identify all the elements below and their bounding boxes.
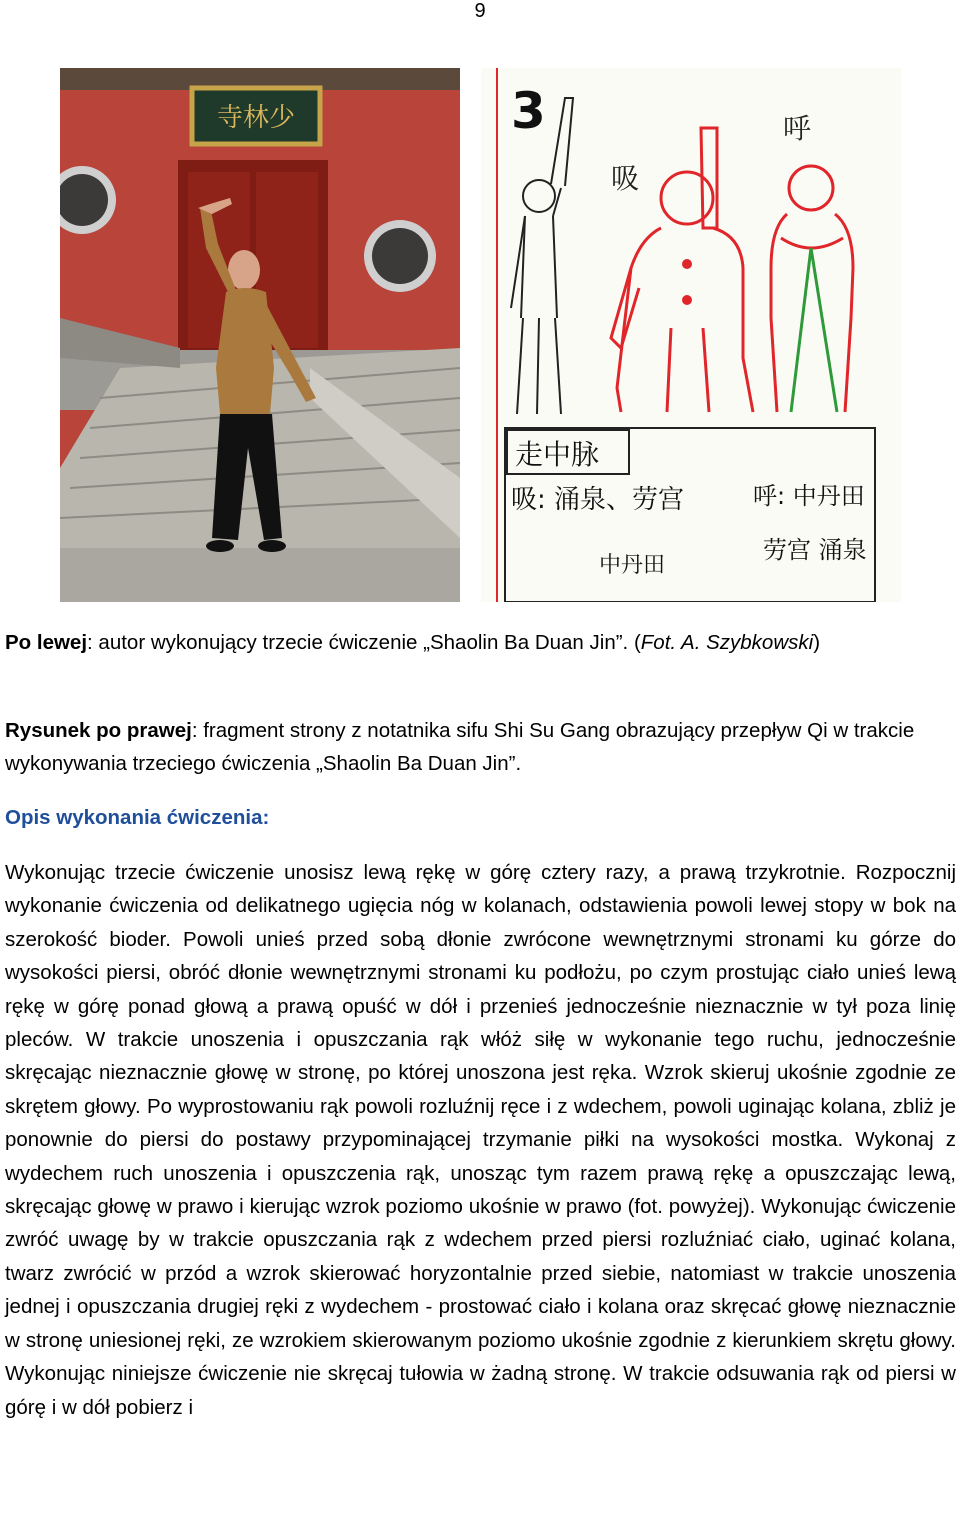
- page-number: 9: [474, 0, 486, 22]
- drawing-exhale-line: 呼: 中丹田: [753, 482, 865, 510]
- drawing-number: 3: [511, 82, 546, 140]
- caption-left-label: Po lewej: [5, 631, 88, 654]
- plaque-text: 寺林少: [216, 103, 296, 133]
- drawing-exhale-char: 呼: [783, 112, 812, 145]
- drawing-inhale-target: 中丹田: [599, 553, 666, 578]
- photo-illustration: [60, 68, 460, 602]
- body-paragraph: Wykonując trzecie ćwiczenie unosisz lewą rękę w górę cztery razy, a prawą trzykrotnie. Rozpocznij wykonanie ćwiczenia od delikatnego ugięcia nóg w kolanach, odstawienia powoli lewej stopy w bok na szerokość bioder. Powoli unieś przed sobą dłonie zwrócone wewnętrznymi stronami ku górze do wysokości piersi, obróć dłonie wewnętrznymi stronami ku podłożu, po czym prostując ciało unieś lewą rękę w górę ponad głową a prawą opuść w dół i przenieś jednocześnie nieznacznie w tył poza linię pleców. W trakcie unoszenia i opuszczania rąk włóż siłę w wykonanie tego ruchu, jednocześnie skręcając nieznacznie głowę w stronę, po której unoszona jest ręka. Wzrok skieruj ukośnie zgodnie ze skrętem głowy. Po wyprostowaniu rąk powoli rozluźnij ręce i z wdechem, powoli uginając kolana, zbliż je ponownie do piersi do postawy przypominającej trzymanie piłki na wysokości mostka. Wykonaj z wydechem ruch unoszenia i opuszczenia rąk, unosząc tym razem prawą rękę a opuszczając lewą, skręcając głowę w prawo i kierując wzrok poziomo ukośnie w prawo (fot. powyżej). Wykonując ćwiczenie zwróć uwagę by w trakcie opuszczania rąk z wdechem przed piersi rozluźniać ciało, uginać kolana, twarz zwrócić w przód a wzrok skierować horyzontalnie przed siebie, natomiast w trakcie unoszenia jednej i opuszczania drugiej ręki z wydechem - prostować ciało i kolana oraz skręcać głowę nieznacznie w stronę uniesionej ręki, ze wzrokiem skierowanym poziomo ukośnie zgodnie z kierunkiem skrętu głowy. Wykonując niniejsze ćwiczenie nie skręcaj tułowia w żadną stronę. W trakcie odsuwania rąk od piersi w górę i w dół pobierz i: [5, 861, 956, 1419]
- qi-flow-drawing: [481, 68, 901, 602]
- drawing-exhale-targets: 劳宫 涌泉: [763, 536, 867, 564]
- drawing-inhale-char: 吸: [611, 162, 640, 195]
- caption-right-text: : fragment strony z notatnika sifu Shi Su Gang obrazujący przepływ Qi w trakcie wykonywania trzeciego ćwiczenia „Shaolin Ba Duan Jin”.: [5, 719, 915, 776]
- drawing-box-title: 走中脉: [515, 438, 600, 471]
- section-heading: Opis wykonania ćwiczenia:: [5, 806, 270, 829]
- caption-left-credit: Fot. A. Szybkowski: [640, 631, 814, 654]
- caption-left: [5, 626, 956, 659]
- caption-right: [5, 714, 956, 781]
- caption-right-label: Rysunek po prawej: [5, 719, 192, 742]
- caption-left-end: ): [813, 631, 821, 654]
- drawing-illustration: [481, 68, 901, 602]
- caption-left-text: : autor wykonujący trzecie ćwiczenie „Shaolin Ba Duan Jin”. (: [87, 631, 641, 654]
- drawing-inhale-line: 吸: 涌泉、劳宫: [511, 485, 685, 515]
- author-photo: [60, 68, 460, 602]
